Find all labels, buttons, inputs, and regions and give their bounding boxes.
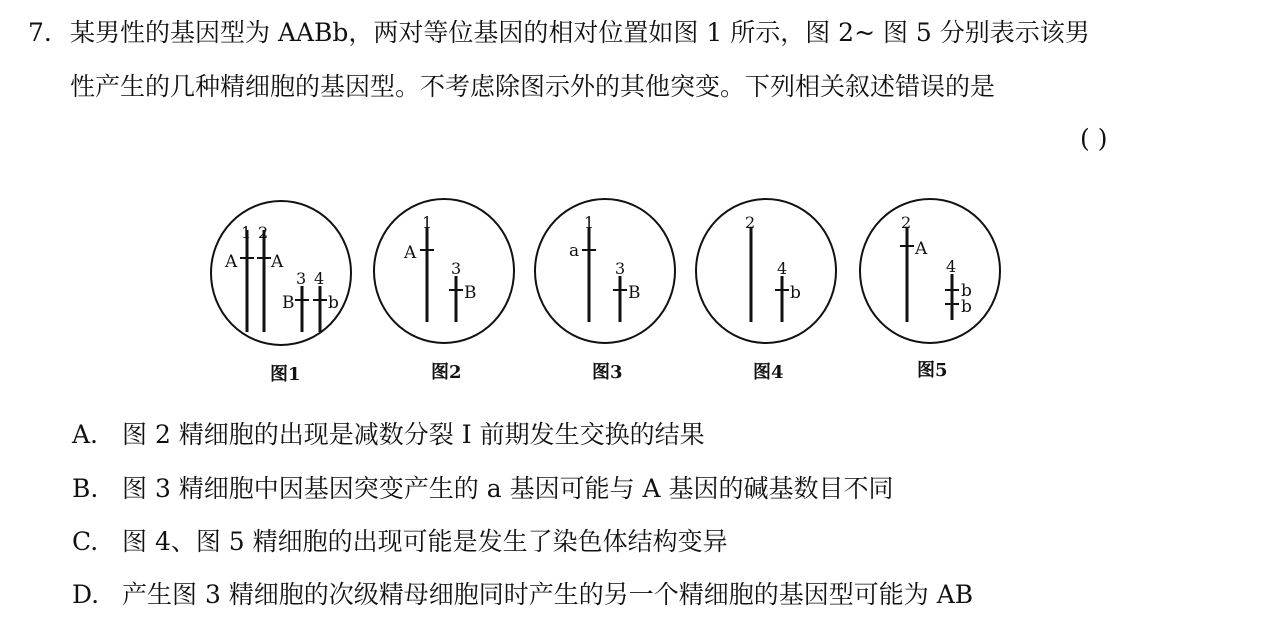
option-b[interactable] [72, 472, 894, 506]
figure-caption: 图2 [431, 362, 462, 383]
gene-label: A [404, 243, 417, 263]
chromosome-number: 3 [296, 269, 307, 288]
gene-label: A [225, 252, 238, 272]
gene-label: A [271, 252, 284, 272]
option-text: 产生图 3 精细胞的次级精母细胞同时产生的另一个精细胞的基因型可能为 AB [122, 580, 974, 609]
figure-3 [535, 199, 675, 383]
option-letter: A. [72, 420, 99, 449]
gene-label: b [328, 293, 339, 313]
chromosome-number: 1 [422, 213, 433, 232]
figure-2 [374, 199, 514, 383]
gene-label: b [790, 283, 801, 303]
gene-label: B [628, 283, 641, 303]
option-c[interactable] [72, 525, 728, 559]
figure-caption: 图5 [917, 360, 948, 381]
cell-outline [374, 199, 514, 343]
chromosome-number: 2 [745, 213, 756, 232]
answer-parentheses: ( ) [1080, 124, 1108, 153]
figure-4 [696, 199, 836, 383]
chromosome-number: 3 [615, 259, 626, 278]
chromosome-number: 1 [241, 223, 252, 242]
figure-5 [860, 199, 1000, 381]
figure-caption: 图3 [592, 362, 623, 383]
option-text: 图 3 精细胞中因基因突变产生的 a 基因可能与 A 基因的碱基数目不同 [122, 474, 894, 503]
figure-caption: 图4 [753, 362, 784, 383]
option-letter: D. [72, 580, 100, 609]
gene-label: a [569, 241, 580, 261]
option-a[interactable] [72, 418, 705, 452]
option-text: 图 2 精细胞的出现是减数分裂 Ⅰ 前期发生交换的结果 [122, 420, 705, 449]
question-stem-line2: 性产生的几种精细胞的基因型。不考虑除图示外的其他突变。下列相关叙述错误的是 [70, 72, 996, 101]
cell-outline [860, 199, 1000, 343]
option-letter: C. [72, 527, 99, 556]
gene-label: b [961, 297, 972, 317]
chromosome-number: 2 [258, 223, 269, 242]
chromosome-number: 4 [946, 257, 957, 276]
gene-label: A [915, 239, 928, 259]
cell-outline [535, 199, 675, 343]
chromosome-number: 4 [777, 259, 788, 278]
gene-label: B [464, 283, 477, 303]
chromosome-figures [0, 190, 1274, 390]
cell-outline [211, 201, 351, 345]
cell-outline [696, 199, 836, 343]
question-number: 7. [28, 18, 52, 47]
gene-label: B [282, 293, 295, 313]
gene-label: b [961, 281, 972, 301]
figure-1 [211, 201, 351, 385]
option-text: 图 4、图 5 精细胞的出现可能是发生了染色体结构变异 [122, 527, 728, 556]
option-d[interactable] [72, 578, 973, 612]
question-stem-line1: 某男性的基因型为 AABb，两对等位基因的相对位置如图 1 所示，图 2~ 图 5 分别表示该男 [70, 18, 1090, 47]
chromosome-number: 3 [451, 259, 462, 278]
chromosome-number: 2 [901, 213, 912, 232]
option-letter: B. [72, 474, 99, 503]
chromosome-number: 1 [584, 213, 595, 232]
figure-caption: 图1 [270, 364, 301, 385]
chromosome-number: 4 [314, 269, 325, 288]
